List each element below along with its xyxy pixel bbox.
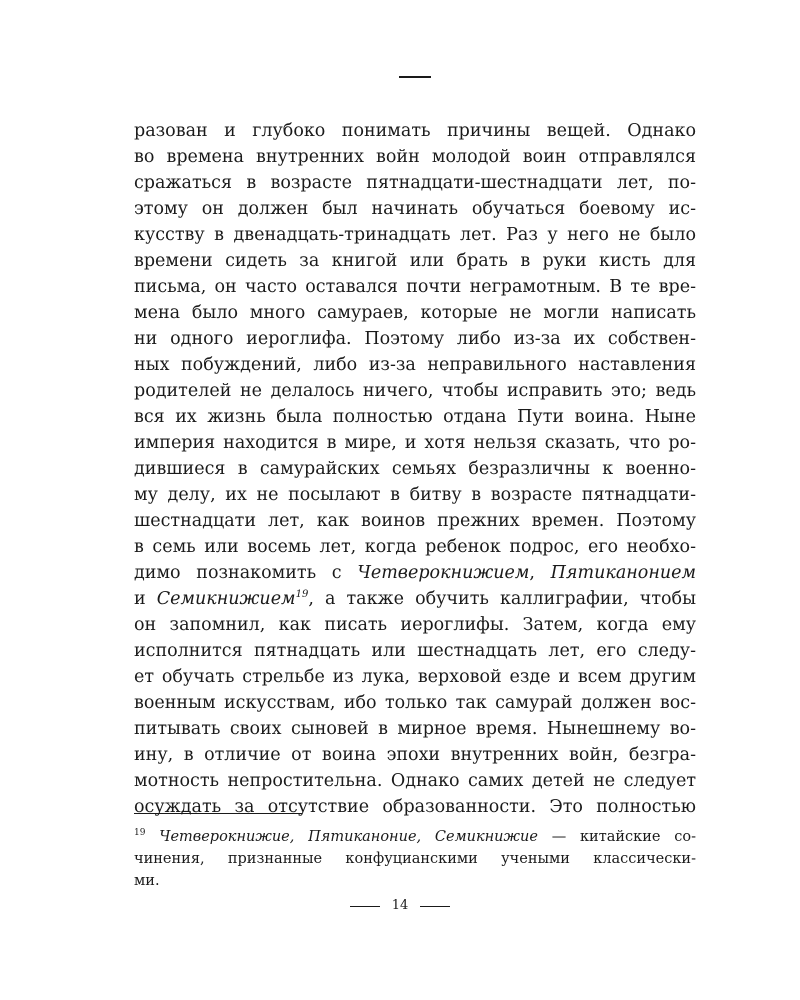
text-line: мена было много самураев, которые не могли написать: [134, 303, 696, 323]
footnote-reference[interactable]: 19: [295, 589, 309, 601]
text-line-with-titles: [134, 560, 696, 586]
text-line: он запомнил, как писать иероглифы. Затем, когда ему: [134, 615, 696, 635]
footnote-line: чинения, признанные конфуцианскими учеными классически-: [134, 851, 696, 867]
footnote-rule: [134, 813, 302, 814]
text-line: осуждать за отсутствие образованности. Это полностью: [134, 797, 696, 817]
text-line: ину, в отличие от воина эпохи внутренних войн, безгра-: [134, 745, 696, 765]
text-line: времени сидеть за книгой или брать в руки кисть для: [134, 251, 696, 271]
text-line-with-footnote-ref: [134, 586, 696, 612]
text-line: во времена внутренних войн молодой воин отправлялся: [134, 147, 696, 167]
page-number: 14: [391, 898, 409, 913]
footnote-text: — китайские со-: [537, 829, 696, 845]
text-line: ет обучать стрельбе из лука, верховой езде и всем другим: [134, 667, 696, 687]
book-title-seven-books: Семикнижием: [156, 589, 296, 609]
text-line: мотность непростительна. Однако самих детей не следует: [134, 771, 696, 791]
text-line: дившиеся в самурайских семьях безразличны к военно-: [134, 459, 696, 479]
text-line: родителей не делалось ничего, чтобы исправить это; ведь: [134, 381, 696, 401]
text-line: разован и глубоко понимать причины вещей. Однако: [134, 121, 696, 141]
footnote: [134, 826, 696, 892]
body-text: [134, 118, 696, 820]
footnote-line: ми.: [134, 873, 160, 889]
text-line: вся их жизнь была полностью отдана Пути воина. Ныне: [134, 407, 696, 427]
text-line: шестнадцати лет, как воинов прежних времен. Поэтому: [134, 511, 696, 531]
text-line: империя находится в мире, и хотя нельзя сказать, что ро-: [134, 433, 696, 453]
line-text: димо познакомить с: [134, 563, 358, 583]
book-title-five-classics: Пятиканонием: [550, 563, 696, 583]
page-folio: [0, 896, 800, 916]
line-text: , а также обучить каллиграфии, чтобы: [308, 589, 696, 609]
text-line: сражаться в возрасте пятнадцати-шестнадцати лет, по-: [134, 173, 696, 193]
text-line: военным искусствам, ибо только так самурай должен вос-: [134, 693, 696, 713]
text-line: исполнится пятнадцать или шестнадцать лет, его следу-: [134, 641, 696, 661]
footnote-number: 19: [134, 828, 146, 839]
line-text: ,: [529, 563, 551, 583]
header-rule: [399, 76, 431, 78]
text-line: кусству в двенадцать-тринадцать лет. Раз у него не было: [134, 225, 696, 245]
footnote-line: [134, 826, 696, 848]
text-line: письма, он часто оставался почти неграмотным. В те вре-: [134, 277, 696, 297]
text-line: этому он должен был начинать обучаться боевому ис-: [134, 199, 696, 219]
text-line: ни одного иероглифа. Поэтому либо из-за их собствен-: [134, 329, 696, 349]
text-line: в семь или восемь лет, когда ребенок подрос, его необхо-: [134, 537, 696, 557]
book-title-four-books: Четверокнижием: [357, 563, 530, 583]
text-line: питывать своих сыновей в мирное время. Нынешнему во-: [134, 719, 696, 739]
text-line: му делу, их не посылают в битву в возрасте пятнадцати-: [134, 485, 696, 505]
footnote-terms: Четверокнижие, Пятиканоние, Семикнижие: [159, 829, 538, 845]
text-line: ных побуждений, либо из-за неправильного наставления: [134, 355, 696, 375]
folio-dash-right: [420, 906, 450, 907]
line-text: и: [134, 589, 157, 609]
folio-dash-left: [350, 906, 380, 907]
